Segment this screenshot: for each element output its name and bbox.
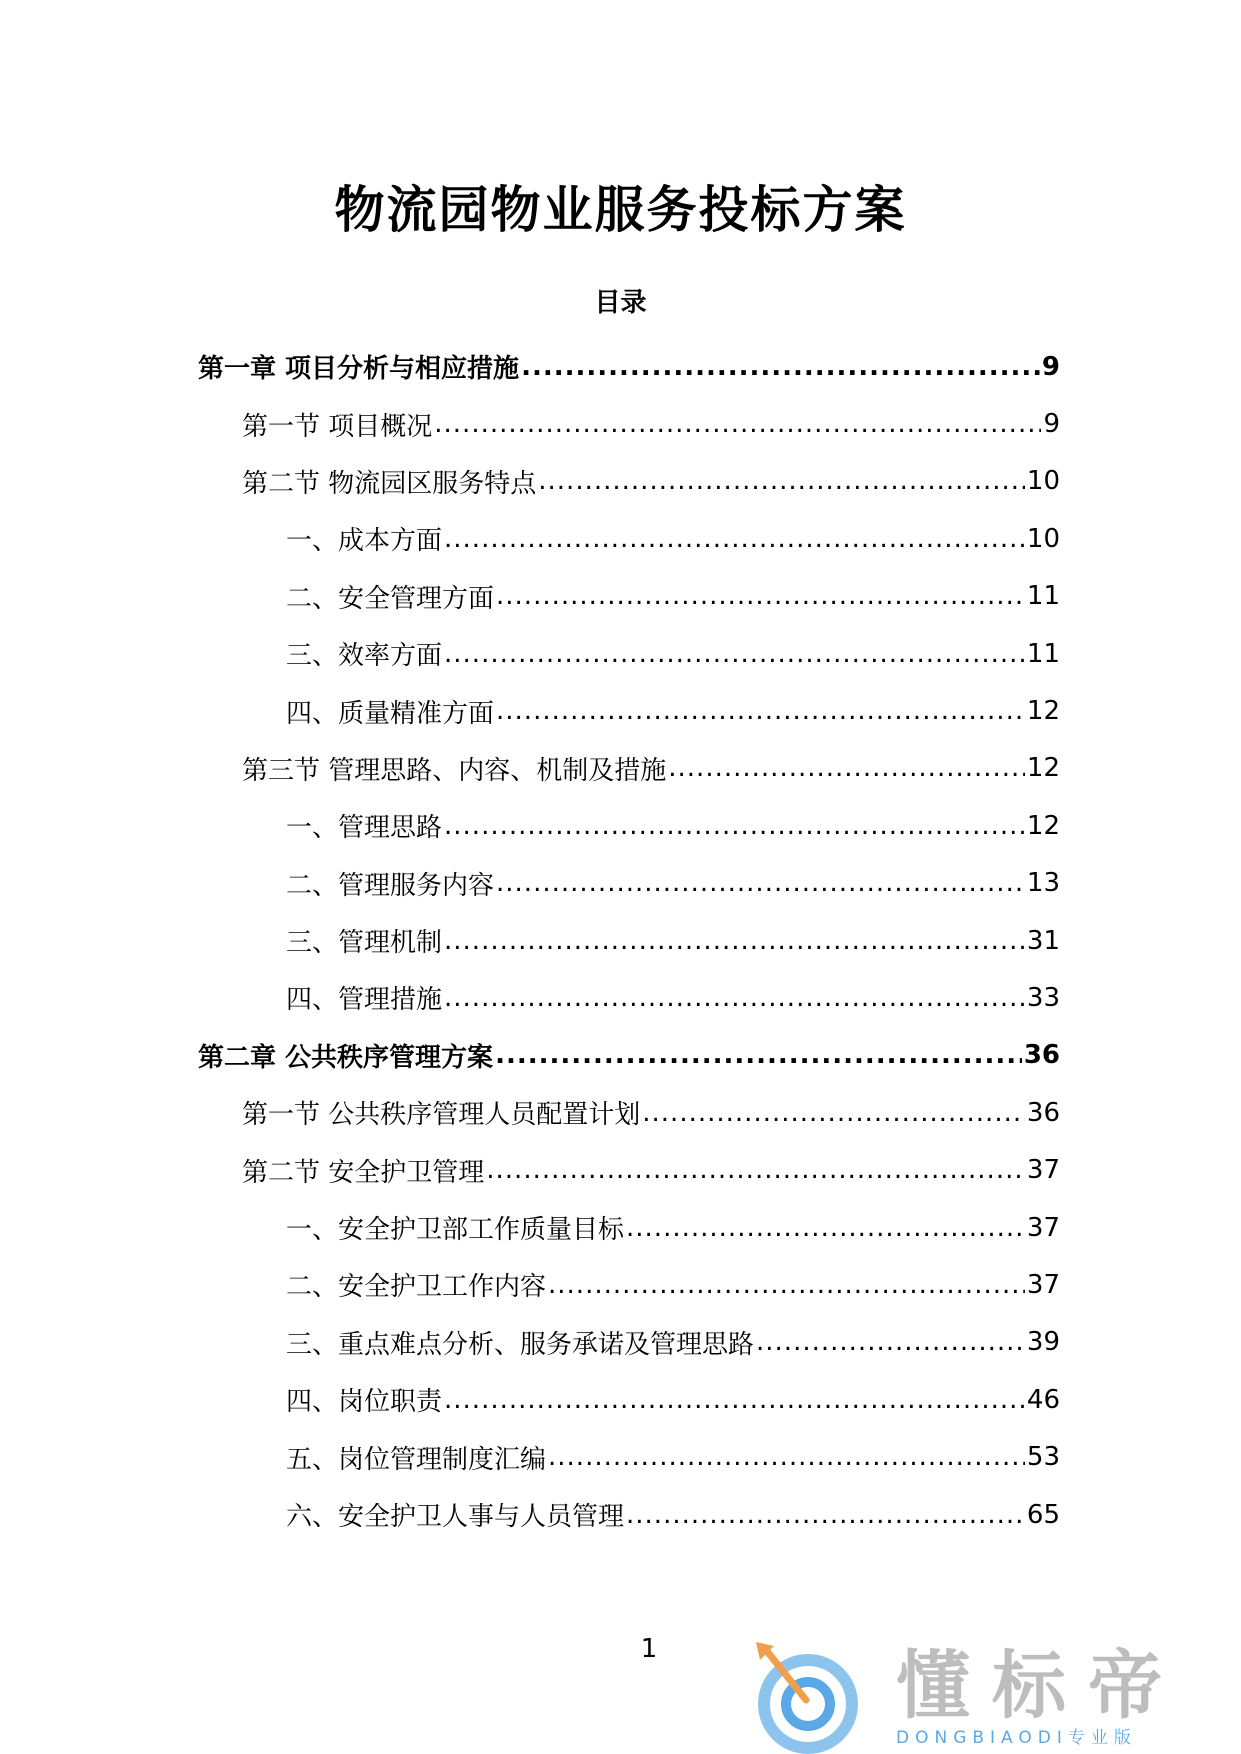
- toc-entry-page: 65: [1026, 1499, 1060, 1530]
- toc-entry-page: 36: [1023, 1040, 1060, 1071]
- toc-entry-page: 36: [1026, 1097, 1060, 1128]
- watermark-brand: 懂标帝: [896, 1643, 1184, 1729]
- toc-entry-label: 二、管理服务内容: [286, 870, 495, 901]
- toc-entry-label: 六、安全护卫人事与人员管理: [286, 1502, 625, 1532]
- toc-entry[interactable]: [198, 395, 1060, 452]
- toc-entry-label: 三、重点难点分析、服务承诺及管理思路: [286, 1329, 755, 1360]
- toc-entry[interactable]: [198, 1486, 1060, 1543]
- toc-entry[interactable]: [198, 1314, 1060, 1371]
- toc-entry[interactable]: [198, 453, 1060, 510]
- toc-dot-leader: [496, 696, 1025, 726]
- toc-dot-leader: [496, 581, 1025, 611]
- toc-entry[interactable]: [198, 797, 1060, 854]
- page-number: 1: [640, 1634, 658, 1664]
- toc-dot-leader: [444, 926, 1025, 956]
- toc-entry-page: 9: [1041, 351, 1060, 382]
- toc-entry-page: 11: [1026, 581, 1060, 612]
- toc-entry-label: 四、质量精准方面: [286, 698, 495, 729]
- toc-entry-label: 第二章 公共秩序管理方案: [198, 1042, 494, 1073]
- toc-entry-page: 31: [1026, 925, 1060, 956]
- toc-entry-label: 第二节 物流园区服务特点: [242, 468, 537, 499]
- toc-entry-page: 10: [1026, 523, 1060, 554]
- toc-entry-label: 第二节 安全护卫管理: [242, 1157, 485, 1188]
- toc-entry[interactable]: [198, 1141, 1060, 1198]
- target-arrow-icon: [748, 1640, 868, 1754]
- toc-dot-leader: [434, 409, 1041, 439]
- toc-entry[interactable]: [198, 1371, 1060, 1428]
- toc-entry-page: 39: [1026, 1327, 1060, 1358]
- toc-entry-page: 12: [1026, 753, 1060, 784]
- toc-entry-page: 37: [1026, 1155, 1060, 1186]
- toc-entry-page: 33: [1026, 982, 1060, 1013]
- toc-heading: 目录: [594, 288, 647, 318]
- toc-dot-leader: [626, 1213, 1025, 1243]
- toc-entry-label: 一、安全护卫部工作质量目标: [286, 1215, 625, 1246]
- toc-entry[interactable]: [198, 855, 1060, 912]
- toc-entry-label: 一、成本方面: [286, 526, 443, 557]
- toc-dot-leader: [538, 466, 1025, 496]
- toc-entry-page: 12: [1026, 810, 1060, 841]
- toc-entry-page: 11: [1026, 638, 1060, 669]
- toc-entry[interactable]: [198, 1084, 1060, 1141]
- toc-dot-leader: [626, 1500, 1025, 1530]
- toc-entry-label: 第三节 管理思路、内容、机制及措施: [242, 755, 667, 786]
- toc-entry[interactable]: [198, 912, 1060, 969]
- toc-dot-leader: [548, 1270, 1025, 1300]
- toc-entry-label: 三、管理机制: [286, 928, 443, 959]
- toc-entry[interactable]: [198, 969, 1060, 1026]
- table-of-contents: [198, 338, 1060, 1543]
- toc-entry[interactable]: [198, 1199, 1060, 1256]
- toc-entry-label: 五、岗位管理制度汇编: [286, 1444, 547, 1475]
- toc-dot-leader: [642, 1098, 1025, 1128]
- toc-entry[interactable]: [198, 625, 1060, 682]
- toc-entry-label: 二、安全护卫工作内容: [286, 1272, 547, 1303]
- toc-dot-leader: [444, 811, 1025, 841]
- toc-entry-page: 10: [1026, 466, 1060, 497]
- toc-entry[interactable]: [198, 1027, 1060, 1084]
- toc-entry-page: 9: [1043, 409, 1060, 440]
- toc-entry[interactable]: [198, 740, 1060, 797]
- toc-entry-label: 第一章 项目分析与相应措施: [198, 354, 520, 385]
- toc-entry-label: 一、管理思路: [286, 813, 443, 844]
- toc-entry[interactable]: [198, 568, 1060, 625]
- toc-entry-page: 37: [1026, 1212, 1060, 1243]
- toc-entry-page: 13: [1026, 868, 1060, 899]
- toc-entry-page: 12: [1026, 696, 1060, 727]
- toc-entry-label: 三、效率方面: [286, 641, 443, 672]
- watermark: [748, 1640, 1218, 1754]
- toc-dot-leader: [486, 1155, 1025, 1185]
- toc-dot-leader: [444, 1385, 1025, 1415]
- watermark-subtitle: DONGBIAODI专业版: [896, 1728, 1137, 1748]
- toc-entry-page: 37: [1026, 1269, 1060, 1300]
- document-title: 物流园物业服务投标方案: [334, 181, 907, 239]
- toc-entry-label: 四、岗位职责: [286, 1387, 443, 1418]
- toc-entry[interactable]: [198, 510, 1060, 567]
- toc-entry-label: 二、安全管理方面: [286, 583, 495, 614]
- toc-entry[interactable]: [198, 1256, 1060, 1313]
- toc-dot-leader: [495, 1040, 1022, 1070]
- toc-entry-label: 四、管理措施: [286, 985, 443, 1016]
- toc-dot-leader: [496, 868, 1025, 898]
- toc-entry-page: 53: [1026, 1442, 1060, 1473]
- toc-entry-label: 第一节 公共秩序管理人员配置计划: [242, 1100, 641, 1131]
- toc-entry[interactable]: [198, 1428, 1060, 1485]
- toc-dot-leader: [444, 639, 1025, 669]
- toc-entry-page: 46: [1026, 1384, 1060, 1415]
- toc-entry-label: 第一节 项目概况: [242, 411, 433, 442]
- toc-dot-leader: [548, 1442, 1025, 1472]
- toc-dot-leader: [668, 753, 1025, 783]
- toc-dot-leader: [444, 524, 1025, 554]
- toc-entry[interactable]: [198, 338, 1060, 395]
- toc-dot-leader: [756, 1327, 1025, 1357]
- toc-entry[interactable]: [198, 682, 1060, 739]
- toc-dot-leader: [521, 352, 1040, 382]
- toc-dot-leader: [444, 983, 1025, 1013]
